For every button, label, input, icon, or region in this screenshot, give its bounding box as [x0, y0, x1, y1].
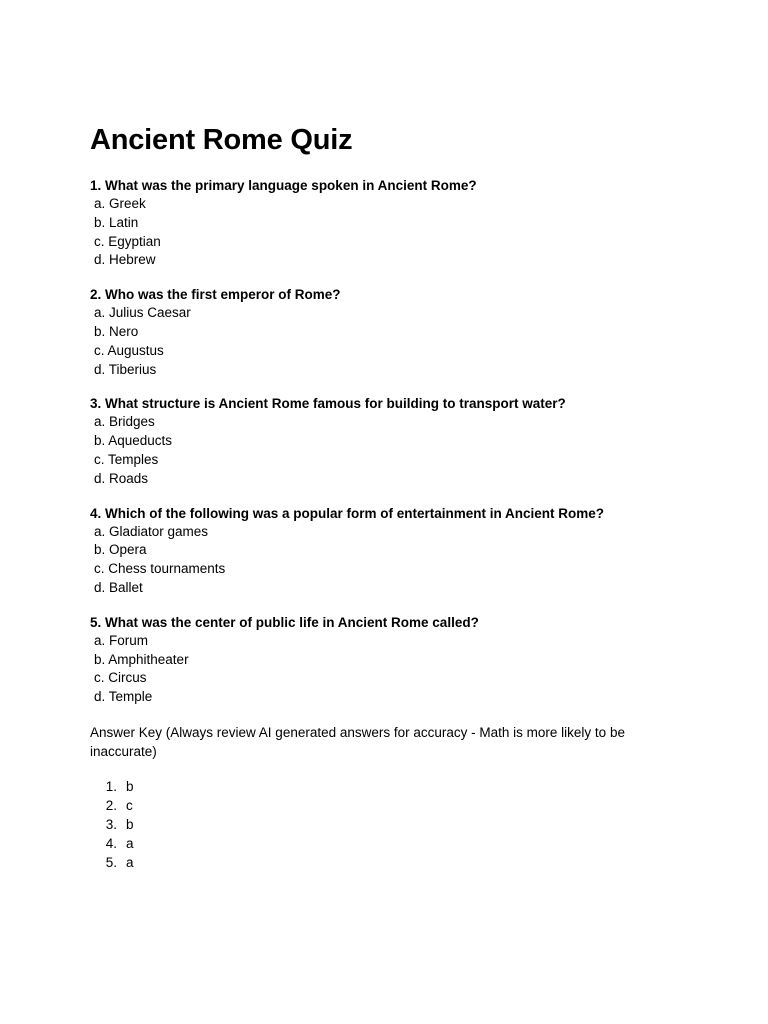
option-item: c. Augustus	[94, 342, 164, 358]
answer-letter: b	[126, 816, 134, 832]
option-item: c. Circus	[94, 670, 147, 686]
question-2	[90, 285, 690, 379]
option-item: c. Temples	[94, 451, 159, 467]
option-list	[90, 304, 690, 379]
answer-item	[90, 815, 690, 834]
question-1	[90, 176, 690, 270]
answer-number: 5.	[105, 854, 117, 870]
page-title: Ancient Rome Quiz	[90, 124, 353, 156]
answer-number: 3.	[105, 816, 117, 832]
option-item: b. Latin	[94, 214, 139, 230]
option-item: a. Gladiator games	[94, 523, 209, 539]
document-page	[90, 120, 690, 872]
question-3	[90, 394, 690, 488]
option-item: b. Aqueducts	[94, 433, 173, 449]
option-item: d. Hebrew	[94, 252, 156, 268]
answer-item	[90, 834, 690, 853]
answer-key-heading: Answer Key (Always review AI generated answers for accuracy - Math is more likely to be inaccurate)	[90, 724, 625, 759]
answer-key	[90, 722, 690, 872]
answer-letter: c	[126, 797, 133, 813]
question-text: 2. Who was the first emperor of Rome?	[90, 287, 341, 303]
option-item: b. Amphitheater	[94, 651, 189, 667]
answer-letter: a	[126, 835, 134, 851]
answer-list	[90, 777, 690, 872]
option-item: c. Egyptian	[94, 233, 161, 249]
option-item: d. Roads	[94, 470, 149, 486]
option-list	[90, 413, 690, 488]
quiz-questions	[90, 176, 690, 707]
question-5	[90, 613, 690, 707]
answer-number: 2.	[105, 797, 117, 813]
answer-item	[90, 853, 690, 872]
question-text: 5. What was the center of public life in Ancient Rome called?	[90, 614, 479, 630]
answer-item	[90, 777, 690, 796]
answer-letter: b	[126, 778, 134, 794]
answer-number: 4.	[105, 835, 117, 851]
option-item: d. Temple	[94, 689, 153, 705]
option-item: a. Bridges	[94, 414, 155, 430]
option-item: c. Chess tournaments	[94, 561, 226, 577]
option-item: b. Nero	[94, 323, 139, 339]
option-item: a. Julius Caesar	[94, 305, 191, 321]
option-item: a. Greek	[94, 196, 146, 211]
question-4	[90, 504, 690, 598]
answer-item	[90, 796, 690, 815]
option-item: d. Tiberius	[94, 361, 157, 377]
question-text: 1. What was the primary language spoken in Ancient Rome?	[90, 178, 477, 193]
question-text: 3. What structure is Ancient Rome famous for building to transport water?	[90, 396, 566, 412]
answer-number: 1.	[105, 778, 117, 794]
option-list	[90, 523, 690, 598]
option-item: d. Ballet	[94, 579, 143, 595]
answer-letter: a	[126, 854, 134, 870]
option-item: a. Forum	[94, 632, 149, 648]
option-list	[90, 195, 690, 270]
question-text: 4. Which of the following was a popular form of entertainment in Ancient Rome?	[90, 505, 605, 521]
option-list	[90, 632, 690, 707]
option-item: b. Opera	[94, 542, 147, 558]
